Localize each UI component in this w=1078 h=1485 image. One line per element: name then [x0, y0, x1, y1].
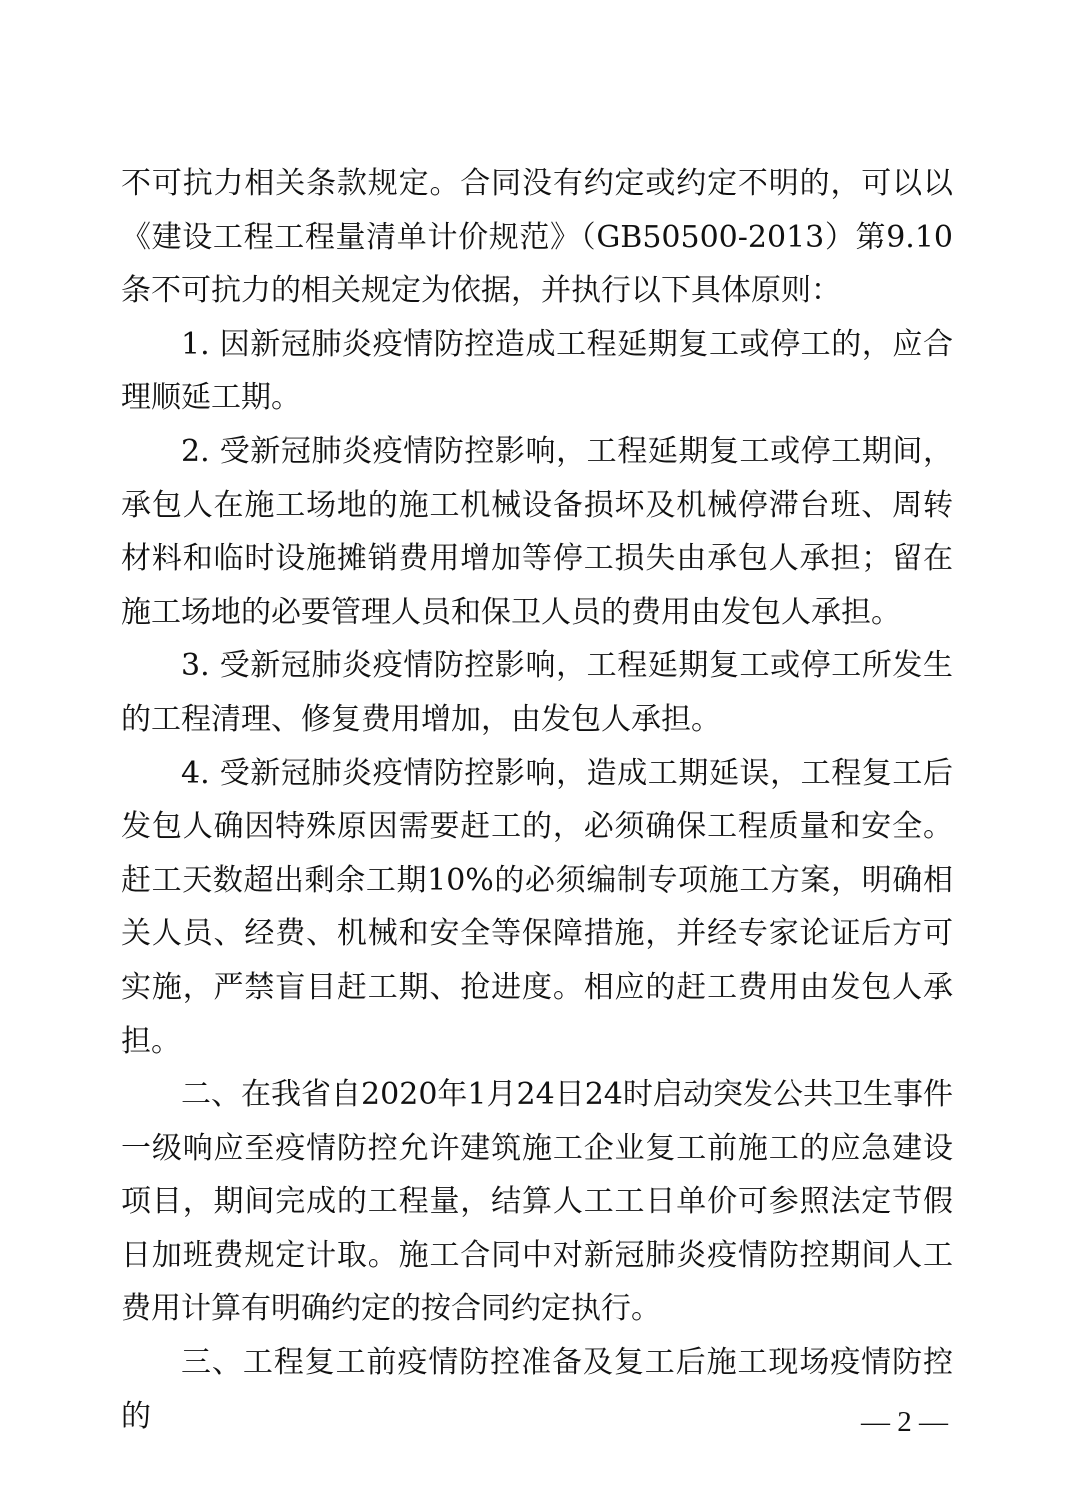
paragraph-principle-2: 2. 受新冠肺炎疫情防控影响，工程延期复工或停工期间，承包人在施工场地的施工机械设备损坏及机械停滞台班、周转材料和临时设施摊销费用增加等停工损失由承包人承担；留在施工场地的必要管理人员和保卫人员的费用由发包人承担。 — [121, 433, 953, 630]
paragraph-section-3: 三、工程复工前疫情防控准备及复工后施工现场疫情防控的 — [121, 1345, 953, 1434]
paragraph-principle-3: 3. 受新冠肺炎疫情防控影响，工程延期复工或停工所发生的工程清理、修复费用增加，由发包人承担。 — [121, 648, 953, 737]
paragraph-principle-4: 4. 受新冠肺炎疫情防控影响，造成工期延误，工程复工后发包人确因特殊原因需要赶工的，必须确保工程质量和安全。赶工天数超出剩余工期10%的必须编制专项施工方案，明确相关人员、经费、机械和安全等保障措施，并经专家论证后方可实施，严禁盲目赶工期、抢进度。相应的赶工费用由发包人承担。 — [121, 755, 953, 1059]
page-number: — 2 — — [861, 1406, 948, 1438]
document-body — [121, 157, 953, 1443]
paragraph-section-2: 二、在我省自2020年1月24日24时启动突发公共卫生事件一级响应至疫情防控允许建筑施工企业复工前施工的应急建设项目，期间完成的工程量，结算人工工日单价可参照法定节假日加班费规定计取。施工合同中对新冠肺炎疫情防控期间人工费用计算有明确约定的按合同约定执行。 — [121, 1077, 953, 1327]
paragraph-force-majeure-basis: 不可抗力相关条款规定。合同没有约定或约定不明的，可以以《建设工程工程量清单计价规范》（GB50500-2013）第9.10条不可抗力的相关规定为依据，并执行以下具体原则： — [121, 166, 953, 309]
paragraph-principle-1: 1. 因新冠肺炎疫情防控造成工程延期复工或停工的，应合理顺延工期。 — [121, 326, 953, 416]
